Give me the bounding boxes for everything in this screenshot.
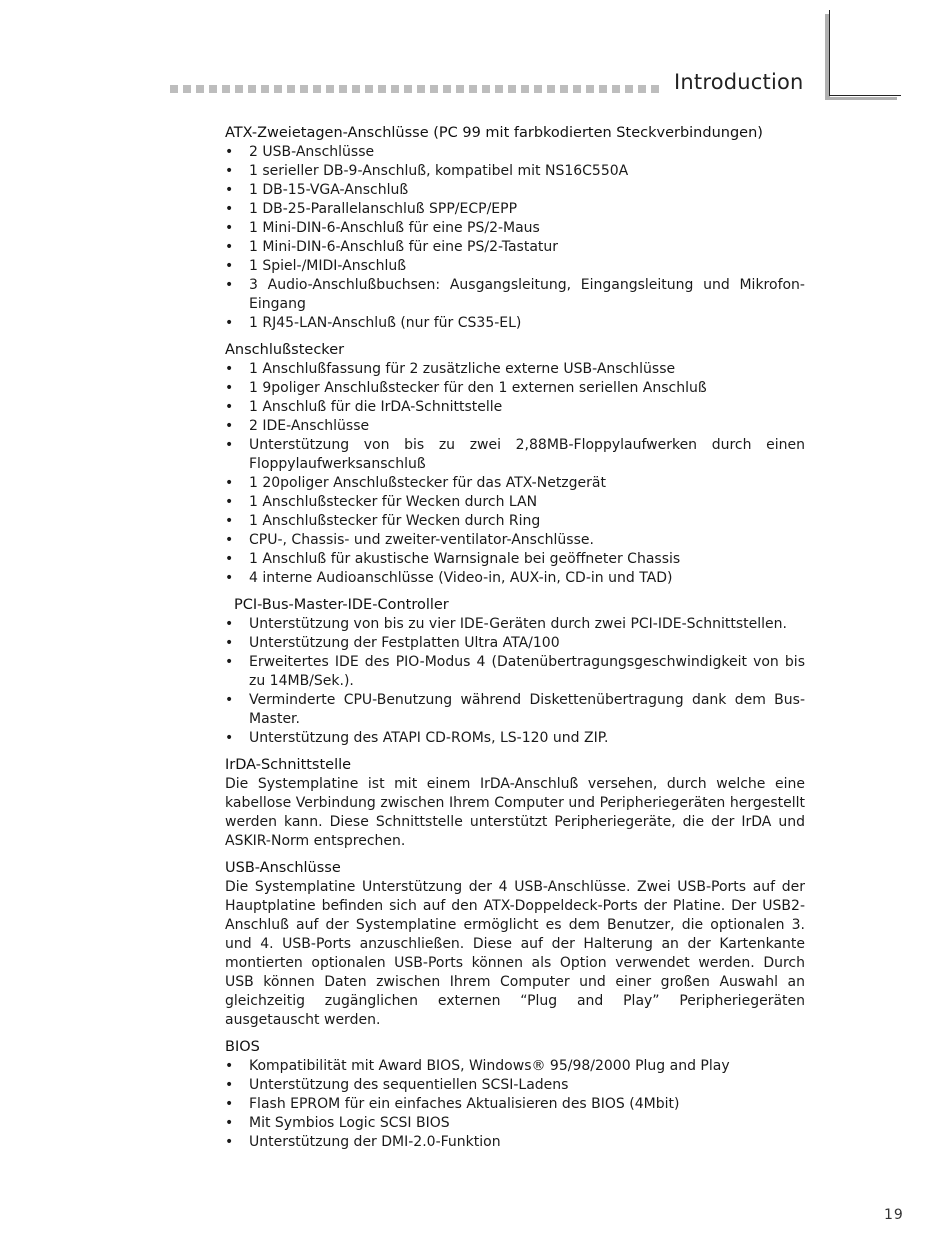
bullet-icon: •	[225, 258, 234, 274]
list-item	[225, 512, 805, 531]
bullet-icon: •	[225, 163, 234, 179]
list-item-text: Mit Symbios Logic SCSI BIOS	[249, 1115, 450, 1131]
header-dotted-rule	[170, 85, 664, 93]
list-item-text: 1 Spiel-/MIDI-Anschluß	[249, 258, 407, 274]
page-content	[225, 124, 805, 1160]
list-item	[225, 550, 805, 569]
list-item	[225, 531, 805, 550]
list-item	[225, 238, 805, 257]
section-atx-ports	[225, 124, 805, 333]
section-heading: ATX-Zweietagen-Anschlüsse (PC 99 mit farbkodierten Steckverbindungen)	[225, 125, 763, 141]
list-item-text: 1 DB-25-Parallelanschluß SPP/ECP/EPP	[249, 201, 518, 217]
list-item-text: 1 Anschlußfassung für 2 zusätzliche externe USB-Anschlüsse	[249, 361, 676, 377]
bullet-icon: •	[225, 418, 234, 434]
list-item	[225, 379, 805, 398]
bullet-icon: •	[225, 551, 234, 567]
bullet-icon: •	[225, 437, 234, 453]
list-item	[225, 493, 805, 512]
bullet-icon: •	[225, 475, 234, 491]
list-item	[225, 1076, 805, 1095]
bullet-icon: •	[225, 144, 234, 160]
bullet-icon: •	[225, 380, 234, 396]
list-item-text: 1 DB-15-VGA-Anschluß	[249, 182, 409, 198]
bullet-icon: •	[225, 635, 234, 651]
list-item	[225, 314, 805, 333]
bullet-icon: •	[225, 654, 234, 670]
list-item	[225, 634, 805, 653]
bullet-icon: •	[225, 570, 234, 586]
list-item-text: Unterstützung von bis zu zwei 2,88MB-Floppylaufwerken durch einen Floppylaufwerksanschluß	[249, 437, 805, 472]
list-item-text: Flash EPROM für ein einfaches Aktualisieren des BIOS (4Mbit)	[249, 1096, 680, 1112]
list-item-text: Unterstützung des ATAPI CD-ROMs, LS-120 und ZIP.	[249, 730, 609, 746]
bullet-icon: •	[225, 692, 234, 708]
list-item-text: Unterstützung des sequentiellen SCSI-Ladens	[249, 1077, 569, 1093]
section-pci-ide-controller	[225, 596, 805, 748]
list-item	[225, 436, 805, 474]
list-item-text: 2 IDE-Anschlüsse	[249, 418, 370, 434]
list-item	[225, 257, 805, 276]
section-paragraph: Die Systemplatine ist mit einem IrDA-Anschluß versehen, durch welche eine kabellose Verbindung zwischen Ihrem Computer und Peripheriegeräten hergestellt werden kann. Diese Schnittstelle unterstützt Peripheriegeräte, die der IrDA und ASKIR-Norm entsprechen.	[225, 776, 805, 849]
list-item	[225, 181, 805, 200]
list-item	[225, 143, 805, 162]
page-number: 19	[884, 1207, 904, 1223]
bullet-icon: •	[225, 494, 234, 510]
bullet-icon: •	[225, 277, 234, 293]
bullet-icon: •	[225, 1134, 234, 1150]
list-item-text: Verminderte CPU-Benutzung während Diskettenübertragung dank dem Bus-Master.	[249, 692, 805, 727]
list-item	[225, 474, 805, 493]
bullet-icon: •	[225, 1115, 234, 1131]
bullet-icon: •	[225, 1077, 234, 1093]
bullet-icon: •	[225, 1096, 234, 1112]
section-heading: USB-Anschlüsse	[225, 860, 341, 876]
list-item-text: 1 Anschluß für akustische Warnsignale bei geöffneter Chassis	[249, 551, 681, 567]
section-heading: PCI-Bus-Master-IDE-Controller	[234, 597, 449, 613]
list-item-text: Kompatibilität mit Award BIOS, Windows® 95/98/2000 Plug and Play	[249, 1058, 730, 1074]
list-item	[225, 1114, 805, 1133]
bullet-list	[225, 615, 805, 748]
list-item-text: 1 Anschluß für die IrDA-Schnittstelle	[249, 399, 503, 415]
list-item-text: Unterstützung der Festplatten Ultra ATA/100	[249, 635, 560, 651]
section-heading: Anschlußstecker	[225, 342, 345, 358]
list-item-text: 4 interne Audioanschlüsse (Video-in, AUX-in, CD-in und TAD)	[249, 570, 673, 586]
list-item-text: 1 Anschlußstecker für Wecken durch LAN	[249, 494, 538, 510]
list-item-text: 1 serieller DB-9-Anschluß, kompatibel mit NS16C550A	[249, 163, 629, 179]
section-bios	[225, 1038, 805, 1152]
bullet-list	[225, 360, 805, 588]
list-item-text: 1 Mini-DIN-6-Anschluß für eine PS/2-Tastatur	[249, 239, 559, 255]
list-item	[225, 1133, 805, 1152]
list-item-text: CPU-, Chassis- und zweiter-ventilator-Anschlüsse.	[249, 532, 594, 548]
list-item	[225, 1057, 805, 1076]
bullet-icon: •	[225, 361, 234, 377]
bullet-icon: •	[225, 1058, 234, 1074]
corner-bracket-horizontal	[829, 95, 901, 96]
bullet-icon: •	[225, 616, 234, 632]
list-item-text: 1 Mini-DIN-6-Anschluß für eine PS/2-Maus	[249, 220, 540, 236]
list-item-text: Erweitertes IDE des PIO-Modus 4 (Datenübertragungsgeschwindigkeit von bis zu 14MB/Sek.).	[249, 654, 805, 689]
list-item-text: 1 9poliger Anschlußstecker für den 1 externen seriellen Anschluß	[249, 380, 707, 396]
list-item	[225, 729, 805, 748]
list-item-text: 1 Anschlußstecker für Wecken durch Ring	[249, 513, 541, 529]
bullet-icon: •	[225, 513, 234, 529]
corner-bracket-shadow-horizontal	[825, 97, 897, 100]
section-paragraph: Die Systemplatine Unterstützung der 4 USB-Anschlüsse. Zwei USB-Ports auf der Hauptplatine befinden sich auf den ATX-Doppeldeck-Ports der Platine. Der USB2-Anschluß auf der Systemplatine ermöglicht es dem Benutzer, die optionalen 3. und 4. USB-Ports anzuschließen. Diese auf der Halterung an der Kartenkante montierten optionalen USB-Ports können als Option verwendet werden. Durch USB können Daten zwischen Ihrem Computer und einer großen Auswahl an gleichzeitig zugänglichen externen “Plug and Play” Peripheriegeräten ausgetauscht werden.	[225, 879, 805, 1028]
bullet-icon: •	[225, 239, 234, 255]
list-item	[225, 653, 805, 691]
list-item	[225, 276, 805, 314]
list-item	[225, 219, 805, 238]
section-connectors	[225, 341, 805, 588]
section-irda	[225, 756, 805, 851]
bullet-icon: •	[225, 399, 234, 415]
list-item	[225, 569, 805, 588]
section-heading: BIOS	[225, 1039, 260, 1055]
list-item-text: 1 RJ45-LAN-Anschluß (nur für CS35-EL)	[249, 315, 522, 331]
list-item	[225, 615, 805, 634]
bullet-icon: •	[225, 182, 234, 198]
list-item-text: 2 USB-Anschlüsse	[249, 144, 375, 160]
list-item-text: Unterstützung der DMI-2.0-Funktion	[249, 1134, 501, 1150]
list-item	[225, 417, 805, 436]
list-item-text: 3 Audio-Anschlußbuchsen: Ausgangsleitung, Eingangsleitung und Mikrofon-Eingang	[249, 277, 805, 312]
list-item	[225, 162, 805, 181]
bullet-icon: •	[225, 730, 234, 746]
list-item	[225, 200, 805, 219]
page-title: Introduction	[674, 70, 804, 94]
section-usb	[225, 859, 805, 1030]
list-item	[225, 398, 805, 417]
bullet-icon: •	[225, 532, 234, 548]
bullet-list	[225, 143, 805, 333]
list-item	[225, 360, 805, 379]
bullet-icon: •	[225, 315, 234, 331]
list-item-text: Unterstützung von bis zu vier IDE-Geräten durch zwei PCI-IDE-Schnittstellen.	[249, 616, 787, 632]
list-item	[225, 691, 805, 729]
list-item	[225, 1095, 805, 1114]
section-heading: IrDA-Schnittstelle	[225, 757, 352, 773]
bullet-icon: •	[225, 201, 234, 217]
corner-bracket-vertical	[829, 10, 830, 96]
list-item-text: 1 20poliger Anschlußstecker für das ATX-Netzgerät	[249, 475, 606, 491]
bullet-icon: •	[225, 220, 234, 236]
bullet-list	[225, 1057, 805, 1152]
